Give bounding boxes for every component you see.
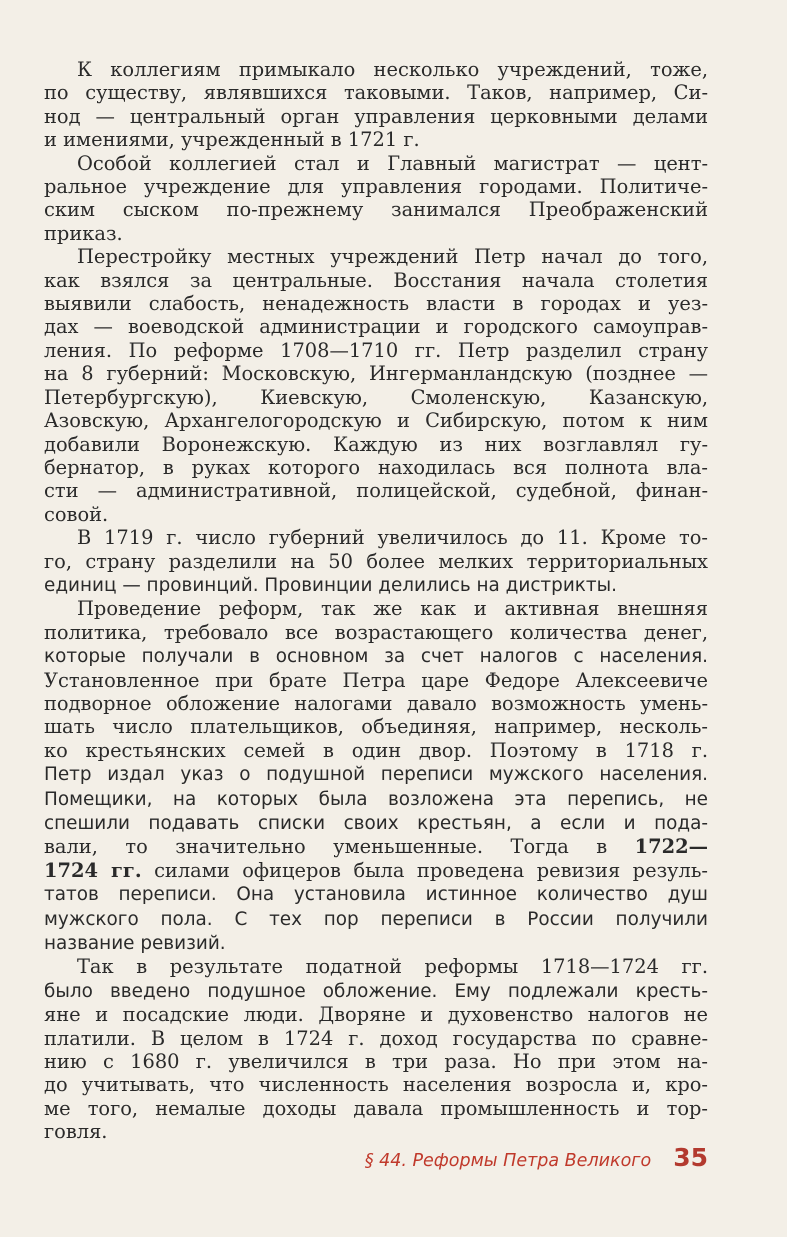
text-segment: К коллегиям примыкало несколько учреждений, тоже, [77, 58, 708, 81]
paragraph [44, 955, 708, 1143]
text-line [44, 362, 708, 385]
paragraph [44, 152, 708, 246]
text-segment: единиц — провинций. Провинции делились на дистрикты. [44, 574, 617, 596]
text-segment: ления. По реформе 1708—1710 гг. Петр разделил страну [44, 338, 708, 362]
page-number: 35 [673, 1143, 708, 1172]
text-segment: татов переписи. Она установила истинное количество душ [44, 884, 708, 906]
text-segment: шать число плательщиков, объединяя, например, несколь- [44, 715, 708, 739]
text-line [44, 955, 708, 978]
text-line [44, 105, 708, 128]
text-line [44, 1003, 708, 1026]
paragraph [44, 526, 708, 597]
text-line [44, 339, 708, 362]
text-segment: выявили слабость, ненадежность власти в городах и уез- [44, 292, 708, 316]
text-line [44, 573, 708, 597]
text-segment: ским сыском по-прежнему занимался Преображенский [44, 198, 708, 222]
text-segment: Проведение реформ, так же как и активная внешняя [77, 597, 708, 621]
text-line [44, 692, 708, 715]
text-segment: Петр издал указ о подушной переписи мужского населения. [44, 764, 708, 786]
text-line [44, 526, 708, 549]
text-line [44, 621, 708, 644]
text-segment: нод — центральный орган управления церковными делами [44, 104, 708, 128]
text-segment: Перестройку местных учреждений Петр начал до того, [77, 245, 708, 269]
text-line [44, 1097, 708, 1120]
bold-date: 1722— [634, 835, 708, 859]
text-line [44, 386, 708, 409]
text-line [44, 1073, 708, 1096]
text-line [44, 931, 708, 955]
text-segment: вали, то значительно уменьшенные. Тогда в [44, 835, 635, 859]
text-line [44, 292, 708, 315]
text-line [44, 835, 708, 858]
text-segment: ко крестьянских семей в один двор. Поэтому в 1718 г. [44, 738, 708, 762]
text-segment: и имениями, учрежденный в 1721 г. [44, 128, 420, 152]
text-line [44, 882, 708, 906]
text-segment: яне и посадские люди. Дворяне и духовенство налогов не [44, 1003, 708, 1027]
text-line [44, 245, 708, 268]
text-segment: мужского пола. С тех пор переписи в России получили [44, 908, 708, 930]
text-segment: бернатор, в руках которого находилась вся полнота вла- [44, 455, 708, 479]
text-line [44, 222, 708, 245]
text-line [44, 58, 708, 81]
text-line [44, 715, 708, 738]
text-segment: Установленное при брате Петра царе Федоре Алексеевиче [44, 668, 708, 692]
text-line [44, 152, 708, 175]
text-segment: В 1719 г. число губерний увеличилось до 11. Кроме то- [77, 526, 708, 550]
paragraph [44, 58, 708, 152]
text-line [44, 669, 708, 692]
text-line [44, 811, 708, 835]
text-segment: Азовскую, Архангелогородскую и Сибирскую, потом к ним [44, 409, 708, 433]
text-segment: которые получали в основном за счет налогов с населения. [44, 646, 708, 668]
paragraph [44, 597, 708, 955]
text-line [44, 198, 708, 221]
text-segment: дах — воеводской администрации и городского самоуправ- [44, 315, 708, 339]
text-line [44, 787, 708, 811]
text-line [44, 859, 708, 882]
text-segment: го, страну разделили на 50 более мелких территориальных [44, 549, 708, 573]
text-segment: до учитывать, что численность населения возросла и, кро- [44, 1073, 708, 1097]
text-line [44, 315, 708, 338]
text-segment: совой. [44, 502, 109, 526]
text-segment: Особой коллегией стал и Главный магистрат — цент- [77, 151, 708, 175]
text-line [44, 433, 708, 456]
text-segment: ме того, немалые доходы давала промышленность и тор- [44, 1096, 708, 1120]
text-line [44, 409, 708, 432]
text-line [44, 1120, 708, 1143]
text-segment: ральное учреждение для управления городами. Политиче- [44, 175, 708, 199]
text-line [44, 81, 708, 104]
text-segment: говля. [44, 1120, 108, 1144]
text-segment: на 8 губерний: Московскую, Ингерманландскую (позднее — [44, 362, 708, 386]
text-segment: по существу, являвшихся таковыми. Таков, например, Си- [44, 81, 708, 105]
text-segment: как взялся за центральные. Восстания начала столетия [44, 268, 708, 292]
text-line [44, 269, 708, 292]
text-segment: политика, требовало все возрастающего количества денег, [44, 620, 708, 644]
text-segment: платили. В целом в 1724 г. доход государства по сравне- [44, 1026, 708, 1050]
text-line [44, 762, 708, 786]
text-segment: название ревизий. [44, 933, 226, 955]
text-line [44, 550, 708, 573]
text-segment: спешили подавать списки своих крестьян, а если и пода- [44, 813, 708, 834]
page-footer [352, 1143, 708, 1172]
text-line [44, 907, 708, 931]
text-line [44, 128, 708, 151]
text-segment: Петербургскую), Киевскую, Смоленскую, Казанскую, [44, 385, 708, 409]
text-line [44, 479, 708, 502]
text-line [44, 1050, 708, 1073]
text-segment: Так в результате податной реформы 1718—1724 гг. [77, 955, 708, 979]
text-line [44, 739, 708, 762]
text-line [44, 175, 708, 198]
text-segment: нию с 1680 г. увеличился в три раза. Но при этом на- [44, 1050, 708, 1074]
text-segment: приказ. [44, 221, 123, 245]
text-segment: силами офицеров была проведена ревизия резуль- [141, 858, 708, 882]
textbook-page [44, 58, 708, 1144]
bold-date: 1724 гг. [44, 858, 142, 882]
text-line [44, 503, 708, 526]
text-segment: сти — административной, полицейской, судебной, финан- [44, 479, 708, 503]
text-line [44, 1027, 708, 1050]
paragraph [44, 245, 708, 526]
text-line [44, 644, 708, 668]
text-segment: Помещики, на которых была возложена эта перепись, не [44, 788, 708, 810]
text-line [44, 979, 708, 1003]
text-segment: подворное обложение налогами давало возможность умень- [44, 691, 708, 715]
text-segment: добавили Воронежскую. Каждую из них возглавлял гу- [44, 432, 708, 456]
text-line [44, 597, 708, 620]
text-segment: было введено подушное обложение. Ему подлежали кресть- [44, 980, 708, 1002]
text-line [44, 456, 708, 479]
running-footer-title: § 44. Реформы Петра Великого [364, 1151, 652, 1171]
